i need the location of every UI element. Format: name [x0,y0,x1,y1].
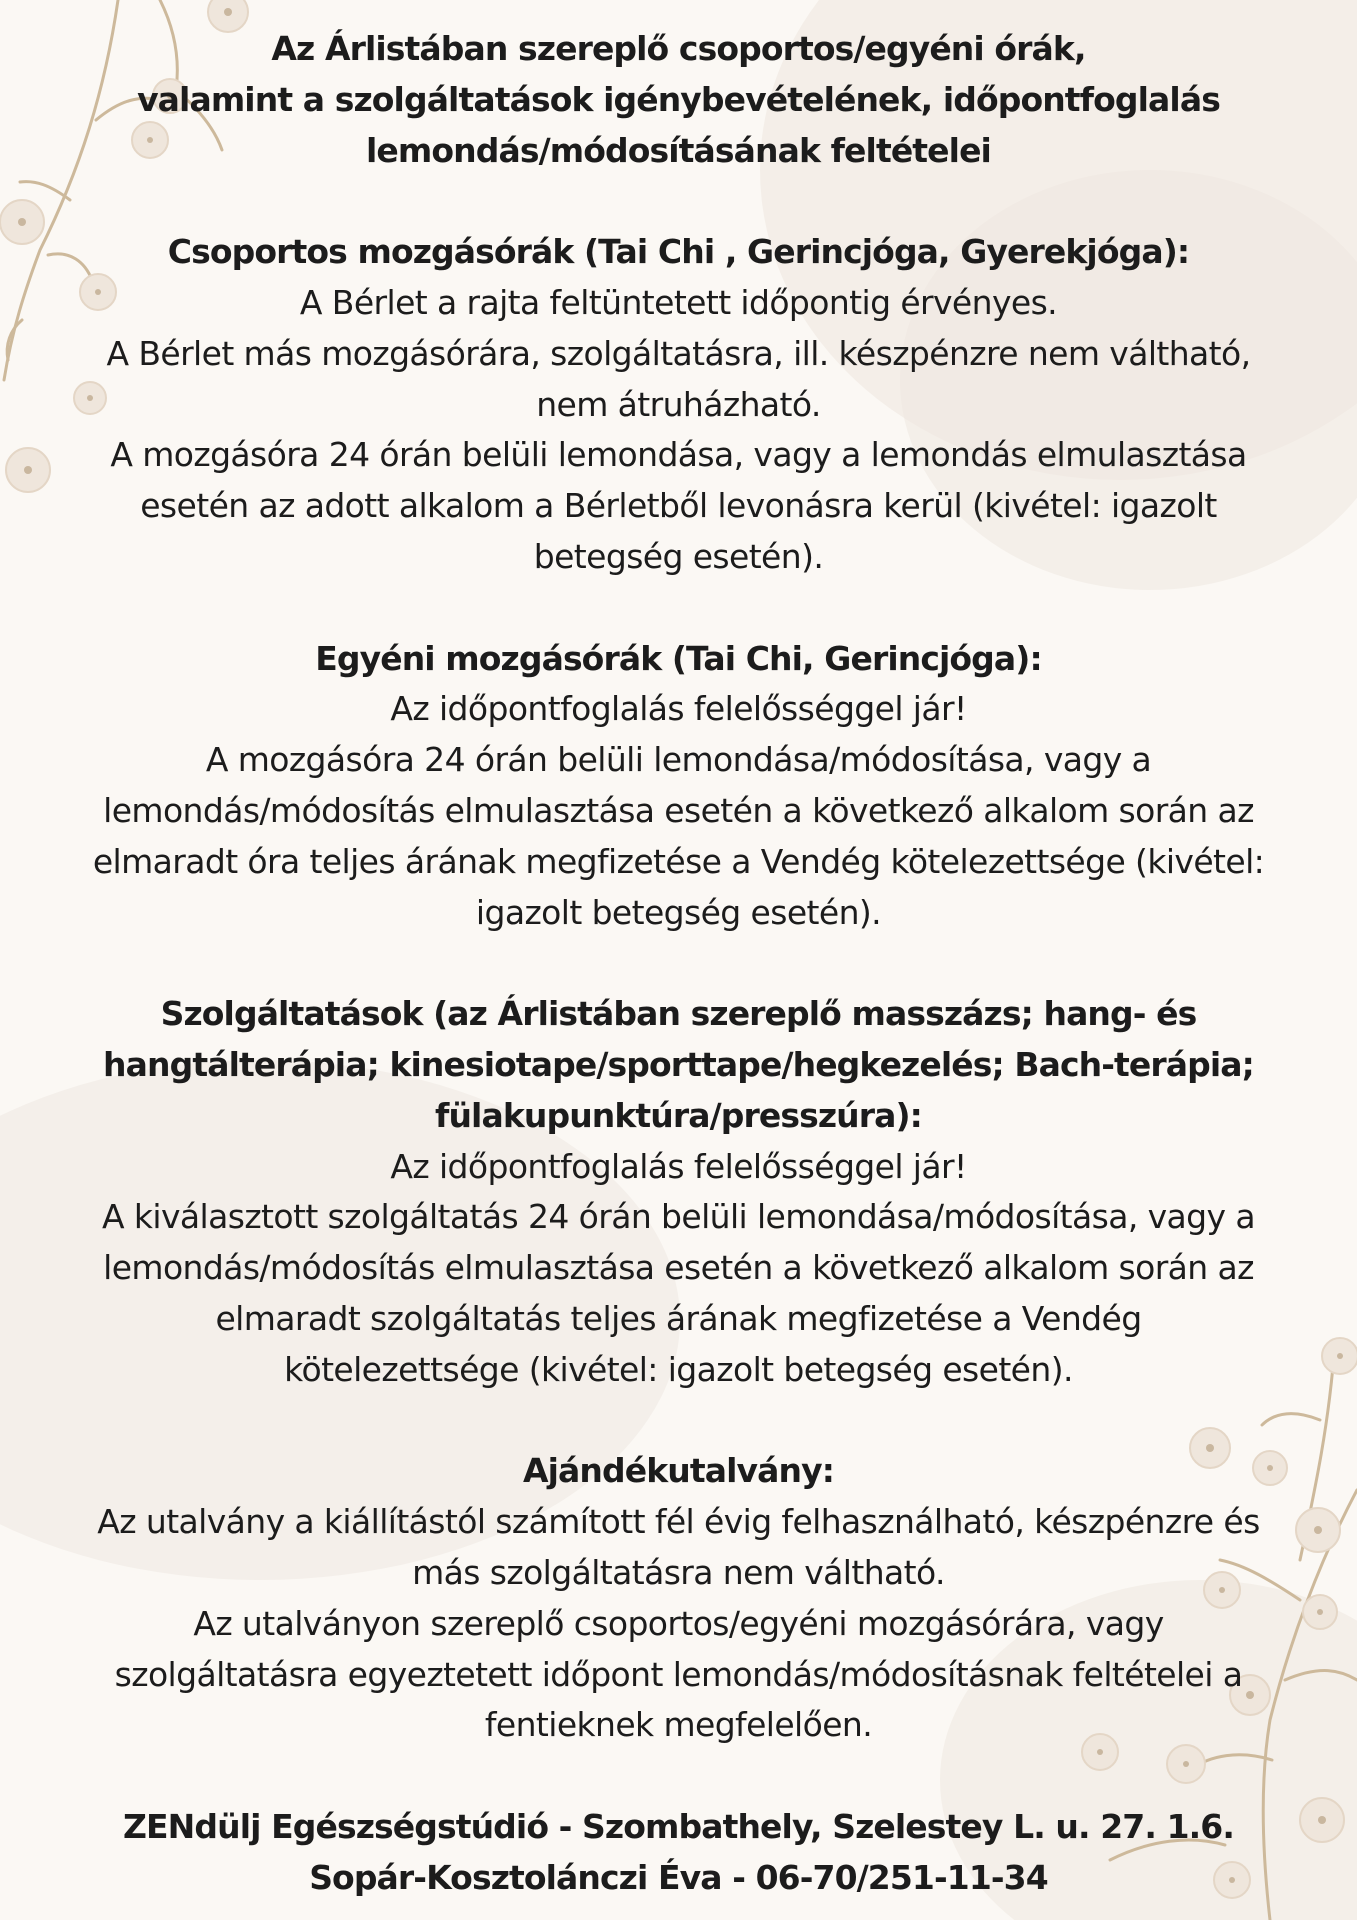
section-text-line: elmaradt óra teljes árának megfizetése a Vendég kötelezettsége (kivétel: [92,841,1265,881]
section-text-line: betegség esetén). [533,536,824,576]
section-text-line: más szolgáltatásra nem váltható. [412,1552,945,1592]
section-text-line: igazolt betegség esetén). [475,892,882,932]
title-line: valamint a szolgáltatások igénybevételének, időpontfoglalás [137,79,1220,119]
footer-line: ZENdülj Egészségstúdió - Szombathely, Szelestey L. u. 27. 1.6. [123,1806,1234,1846]
section-heading: Egyéni mozgásórák (Tai Chi, Gerincjóga): [315,638,1042,678]
section-text-line: A kiválasztott szolgáltatás 24 órán belüli lemondása/módosítása, vagy a [102,1197,1255,1237]
document-body [50,24,1307,1903]
section-text-line: fentieknek megfelelően. [484,1705,873,1745]
section-heading: Csoportos mozgásórák (Tai Chi , Gerincjóga, Gyerekjóga): [167,232,1190,272]
section-text-line: elmaradt szolgáltatás teljes árának megfizetése a Vendég [215,1298,1142,1338]
section-text-line: Az utalványon szereplő csoportos/egyéni mozgásórára, vagy [193,1603,1164,1643]
section-heading: fülakupunktúra/presszúra): [435,1095,922,1135]
section-gift-voucher [50,1446,1307,1751]
section-text-line: esetén az adott alkalom a Bérletből levonásra kerül (kivétel: igazolt [140,486,1217,526]
section-services [50,989,1307,1395]
section-group-classes [50,227,1307,583]
section-text-line: A mozgásóra 24 órán belüli lemondása/módosítása, vagy a [205,740,1152,780]
title-line: Az Árlistában szereplő csoportos/egyéni órák, [271,29,1086,68]
title-line: lemondás/módosításának feltételei [366,130,991,170]
section-text-line: A Bérlet más mozgásórára, szolgáltatásra, ill. készpénzre nem váltható, [106,333,1251,373]
section-text-line: A Bérlet a rajta feltüntetett időpontig érvényes. [299,282,1058,322]
section-text-line: nem átruházható. [536,384,821,424]
section-heading: Ajándékutalvány: [523,1451,834,1491]
footer-contact [50,1802,1307,1904]
section-text-line: A mozgásóra 24 órán belüli lemondása, vagy a lemondás elmulasztása [110,435,1247,475]
section-text-line: szolgáltatásra egyeztetett időpont lemondás/módosításnak feltételei a [114,1654,1243,1694]
section-text-line: lemondás/módosítás elmulasztása esetén a következő alkalom során az [103,790,1254,830]
section-heading: Szolgáltatások (az Árlistában szereplő masszázs; hang- és [160,994,1197,1034]
section-individual-classes [50,634,1307,939]
section-text-line: kötelezettsége (kivétel: igazolt betegség esetén). [284,1349,1073,1389]
section-heading: hangtálterápia; kinesiotape/sporttape/hegkezelés; Bach-terápia; [103,1044,1254,1084]
document-title [50,24,1307,176]
section-text-line: Az időpontfoglalás felelősséggel jár! [390,689,967,729]
footer-line: Sopár-Kosztolánczi Éva - 06-70/251-11-34 [309,1857,1048,1897]
section-text-line: Az utalvány a kiállítástól számított fél évig felhasználható, készpénzre és [97,1502,1260,1542]
section-text-line: lemondás/módosítás elmulasztása esetén a következő alkalom során az [103,1248,1254,1288]
section-text-line: Az időpontfoglalás felelősséggel jár! [390,1146,967,1186]
